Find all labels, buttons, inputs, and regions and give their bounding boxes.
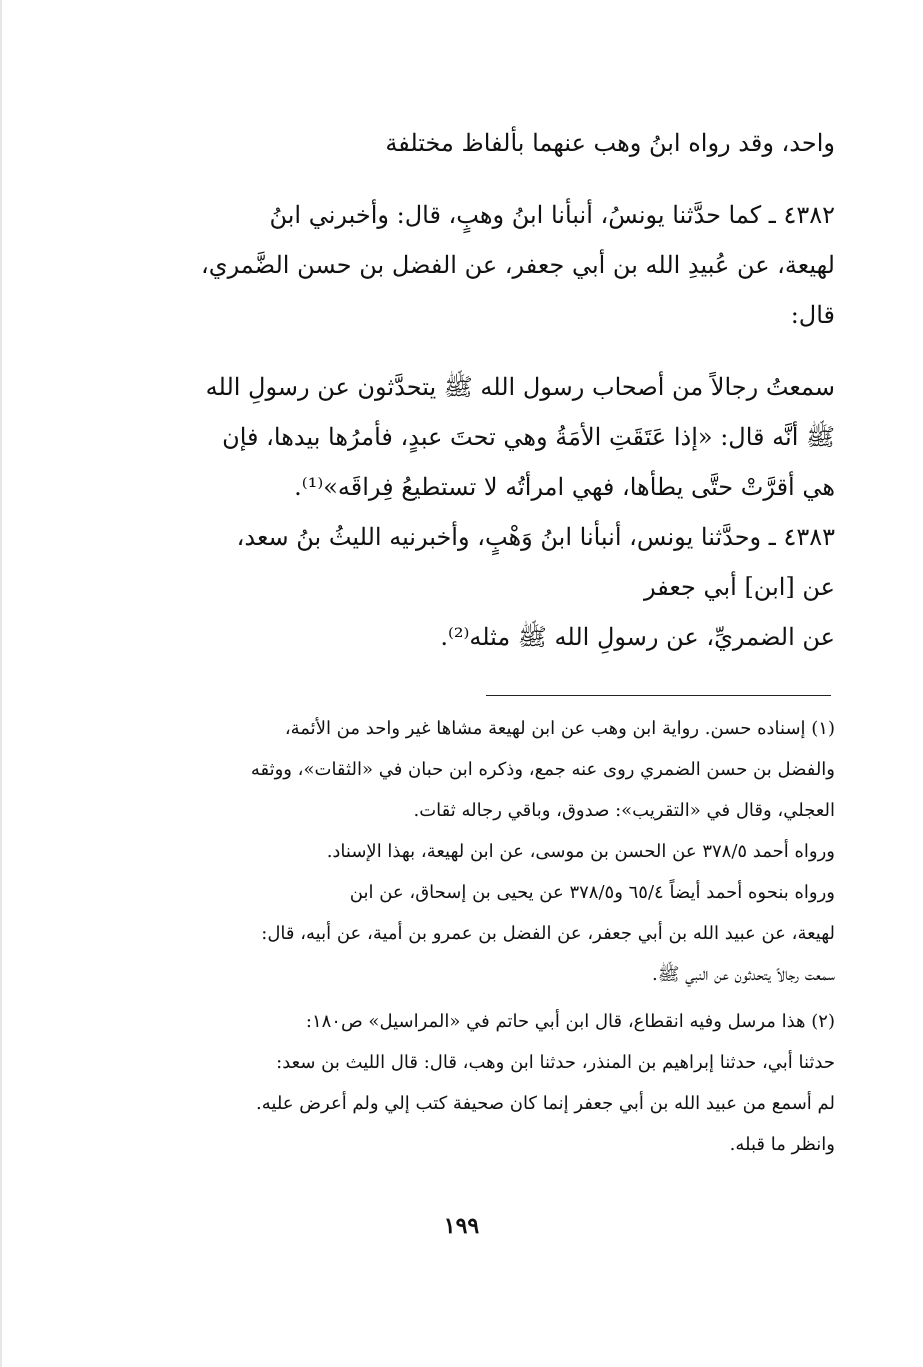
footnote-line: سمعت رجالاً يتحدثون عن النبي ﷺ. <box>651 964 835 985</box>
text-line: واحد، وقد رواه ابنُ وهب عنهما بألفاظ مختلفة <box>385 129 835 157</box>
page-number: ١٩٩ <box>443 1213 480 1239</box>
footnote-line: ورواه أحمد ٣٧٨/٥ عن الحسن بن موسى، عن ابن لهيعة، بهذا الإسناد. <box>326 841 835 862</box>
text-line: ﷺ أنَّه قال: «إذا عَتَقَتِ الأمَةُ وهي تحتَ عبدٍ، فأمرُها بيدها، فإن <box>222 423 835 451</box>
text-line: سمعتُ رجالاً من أصحاب رسول الله ﷺ يتحدَّثون عن رسولِ الله <box>205 373 835 401</box>
footnote-divider <box>486 695 831 696</box>
hadith-4382-line: ٤٣٨٢ ـ كما حدَّثنا يونسُ، أنبأنا ابنُ وهبٍ، قال: وأخبرني ابنُ <box>269 201 835 229</box>
footnote-2-line: (٢) هذا مرسل وفيه انقطاع، قال ابن أبي حاتم في «المراسيل» ص١٨٠: <box>305 1011 835 1032</box>
footnote-line: حدثنا أبي، حدثنا إبراهيم بن المنذر، حدثنا ابن وهب، قال: قال الليث بن سعد: <box>276 1052 835 1073</box>
text-line: عن [ابن] أبي جعفر <box>644 573 835 601</box>
scan-edge <box>0 0 2 1367</box>
text-line: هي أقرَّتْ حتَّى يطأها، فهي امرأتُه لا تستطيعُ فِراقَه»⁽¹⁾. <box>294 473 835 501</box>
text-line: قال: <box>790 301 835 329</box>
footnote-line: وانظر ما قبله. <box>729 1134 835 1155</box>
text-line: لهيعة، عن عُبيدِ الله بن أبي جعفر، عن الفضل بن حسن الضَّمري، <box>201 251 835 279</box>
footnote-line: لم أسمع من عبيد الله بن أبي جعفر إنما كان صحيفة كتب إلي ولم أعرض عليه. <box>256 1093 835 1114</box>
footnote-line: لهيعة، عن عبيد الله بن أبي جعفر، عن الفضل بن عمرو بن أمية، عن أبيه، قال: <box>261 923 835 944</box>
hadith-4383-line: ٤٣٨٣ ـ وحدَّثنا يونس، أنبأنا ابنُ وَهْبٍ، وأخبرنيه الليثُ بنُ سعد، <box>236 523 835 551</box>
footnote-line: العجلي، وقال في «التقريب»: صدوق، وباقي رجاله ثقات. <box>413 800 835 821</box>
text-line: عن الضمريِّ، عن رسولِ الله ﷺ مثله⁽²⁾. <box>440 623 835 651</box>
footnote-line: والفضل بن حسن الضمري روى عنه جمع، وذكره ابن حبان في «الثقات»، ووثقه <box>250 759 835 780</box>
footnotes <box>130 708 835 1165</box>
main-text <box>130 118 835 662</box>
footnote-1-line: (١) إسناده حسن. رواية ابن وهب عن ابن لهيعة مشاها غير واحد من الأئمة، <box>284 718 835 739</box>
footnote-line: ورواه بنحوه أحمد أيضاً ٦٥/٤ و٣٧٨/٥ عن يحيى بن إسحاق، عن ابن <box>349 882 835 903</box>
